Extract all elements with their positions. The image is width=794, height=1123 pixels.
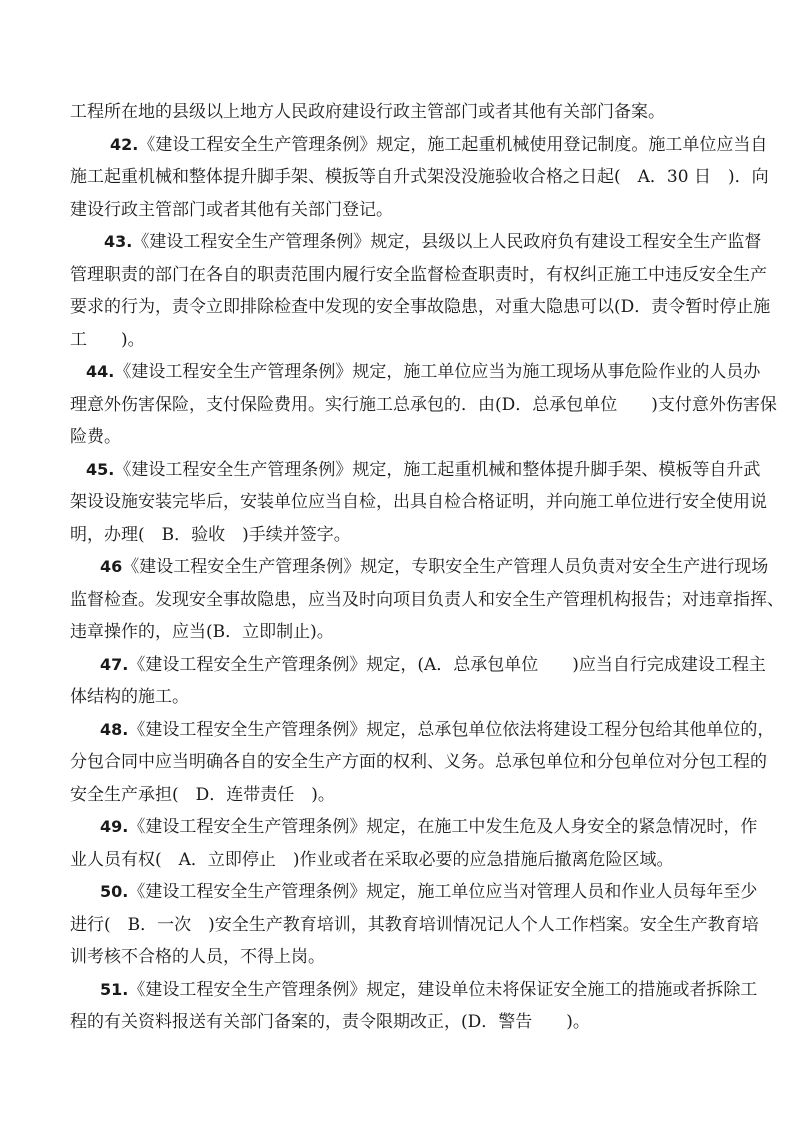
question-49-start: 49.《建设工程安全生产管理条例》规定，在施工中发生危及人身安全的紧急情况时，作 xyxy=(100,817,758,837)
question-number: 49. xyxy=(100,817,129,836)
document-body xyxy=(70,96,784,1039)
text-line: 业人员有权( A．立即停止 )作业或者在采取必要的应急措施后撤离危险区域。 xyxy=(70,849,674,870)
text-line: 体结构的施工。 xyxy=(70,687,189,707)
text-line: 进行( B．一次 )安全生产教育培训，其教育培训情况记人个人工作档案。安全生产教育培 xyxy=(70,914,759,935)
text-line: 安全生产承担( D．连带责任 )。 xyxy=(70,784,335,805)
text-line: 建设行政主管部门或者其他有关部门登记。 xyxy=(70,199,393,220)
text-line: 架设设施安装完毕后，安装单位应当自检，出具自检合格证明，并向施工单位进行安全使用说 xyxy=(70,492,767,512)
question-45-start: 45.《建设工程安全生产管理条例》规定，施工起重机械和整体提升脚手架、模板等自升武 xyxy=(86,459,761,480)
text-line: 训考核不合格的人员，不得上岗。 xyxy=(70,947,325,967)
text-line: 明，办理( B．验收 )手续并签字。 xyxy=(70,524,351,545)
text-line: 管理职责的部门在各自的职责范围内履行安全监督检查职责时，有权纠正施工中违反安全生产 xyxy=(70,264,767,285)
question-number: 48. xyxy=(100,719,129,739)
question-47-start: 47.《建设工程安全生产管理条例》规定，(A．总承包单位 )应当自行完成建设工程主 xyxy=(100,654,766,675)
text-line: 监督检查。发现安全事故隐患，应当及时向项目负责人和安全生产管理机构报告；对违章指挥、 xyxy=(70,589,784,610)
question-50-start: 50.《建设工程安全生产管理条例》规定，施工单位应当对管理人员和作业人员每年至少 xyxy=(100,882,758,902)
question-51-start: 51.《建设工程安全生产管理条例》规定，建设单位未将保证安全施工的措施或者拆除工 xyxy=(100,979,758,1000)
question-number: 44. xyxy=(86,362,115,381)
text-line: 险费。 xyxy=(70,427,121,447)
question-number: 50. xyxy=(100,882,129,901)
question-number: 43. xyxy=(104,232,133,251)
text-line: 施工起重机械和整体提升脚手架、模扳等自升式架没没施验收合格之日起( A．30 日 )．向 xyxy=(70,167,769,187)
text-line: 工程所在地的县级以上地方人民政府建设行政主管部门或者其他有关部门备案。 xyxy=(70,102,665,122)
question-number: 42. xyxy=(110,134,139,154)
text-line: 分包合同中应当明确各自的安全生产方面的权利、义务。总承包单位和分包单位对分包工程的 xyxy=(70,752,767,772)
text-line: 理意外伤害保险，支付保险费用。实行施工总承包的．由(D．总承包单位 )支付意外伤害保 xyxy=(70,394,777,415)
text-line: 工 )。 xyxy=(70,329,145,350)
question-number: 47. xyxy=(100,654,129,674)
text-line: 程的有关资料报送有关部门备案的，责令限期改正，(D．警告 )。 xyxy=(70,1012,590,1032)
question-43-start: 43.《建设工程安全生产管理条例》规定，县级以上人民政府负有建设工程安全生产监督 xyxy=(104,232,762,252)
question-48-start: 48.《建设工程安全生产管理条例》规定，总承包单位依法将建设工程分包给其他单位的， xyxy=(100,719,775,740)
question-46-start: 46《建设工程安全生产管理条例》规定，专职安全生产管理人员负责对安全生产进行现场 xyxy=(100,557,769,577)
text-line: 要求的行为，责令立即排除检查中发现的安全事故隐患，对重大隐患可以(D．责令暂时停止施 xyxy=(70,297,771,317)
question-44-start: 44.《建设工程安全生产管理条例》规定，施工单位应当为施工现场从事危险作业的人员办 xyxy=(86,362,761,382)
question-number: 51. xyxy=(100,979,129,999)
question-number: 45. xyxy=(86,459,115,479)
question-42-start: 42.《建设工程安全生产管理条例》规定，施工起重机械使用登记制度。施工单位应当自 xyxy=(110,134,768,155)
text-line: 违章操作的，应当(B．立即制止)。 xyxy=(70,622,334,642)
question-number: 46 xyxy=(100,557,123,576)
